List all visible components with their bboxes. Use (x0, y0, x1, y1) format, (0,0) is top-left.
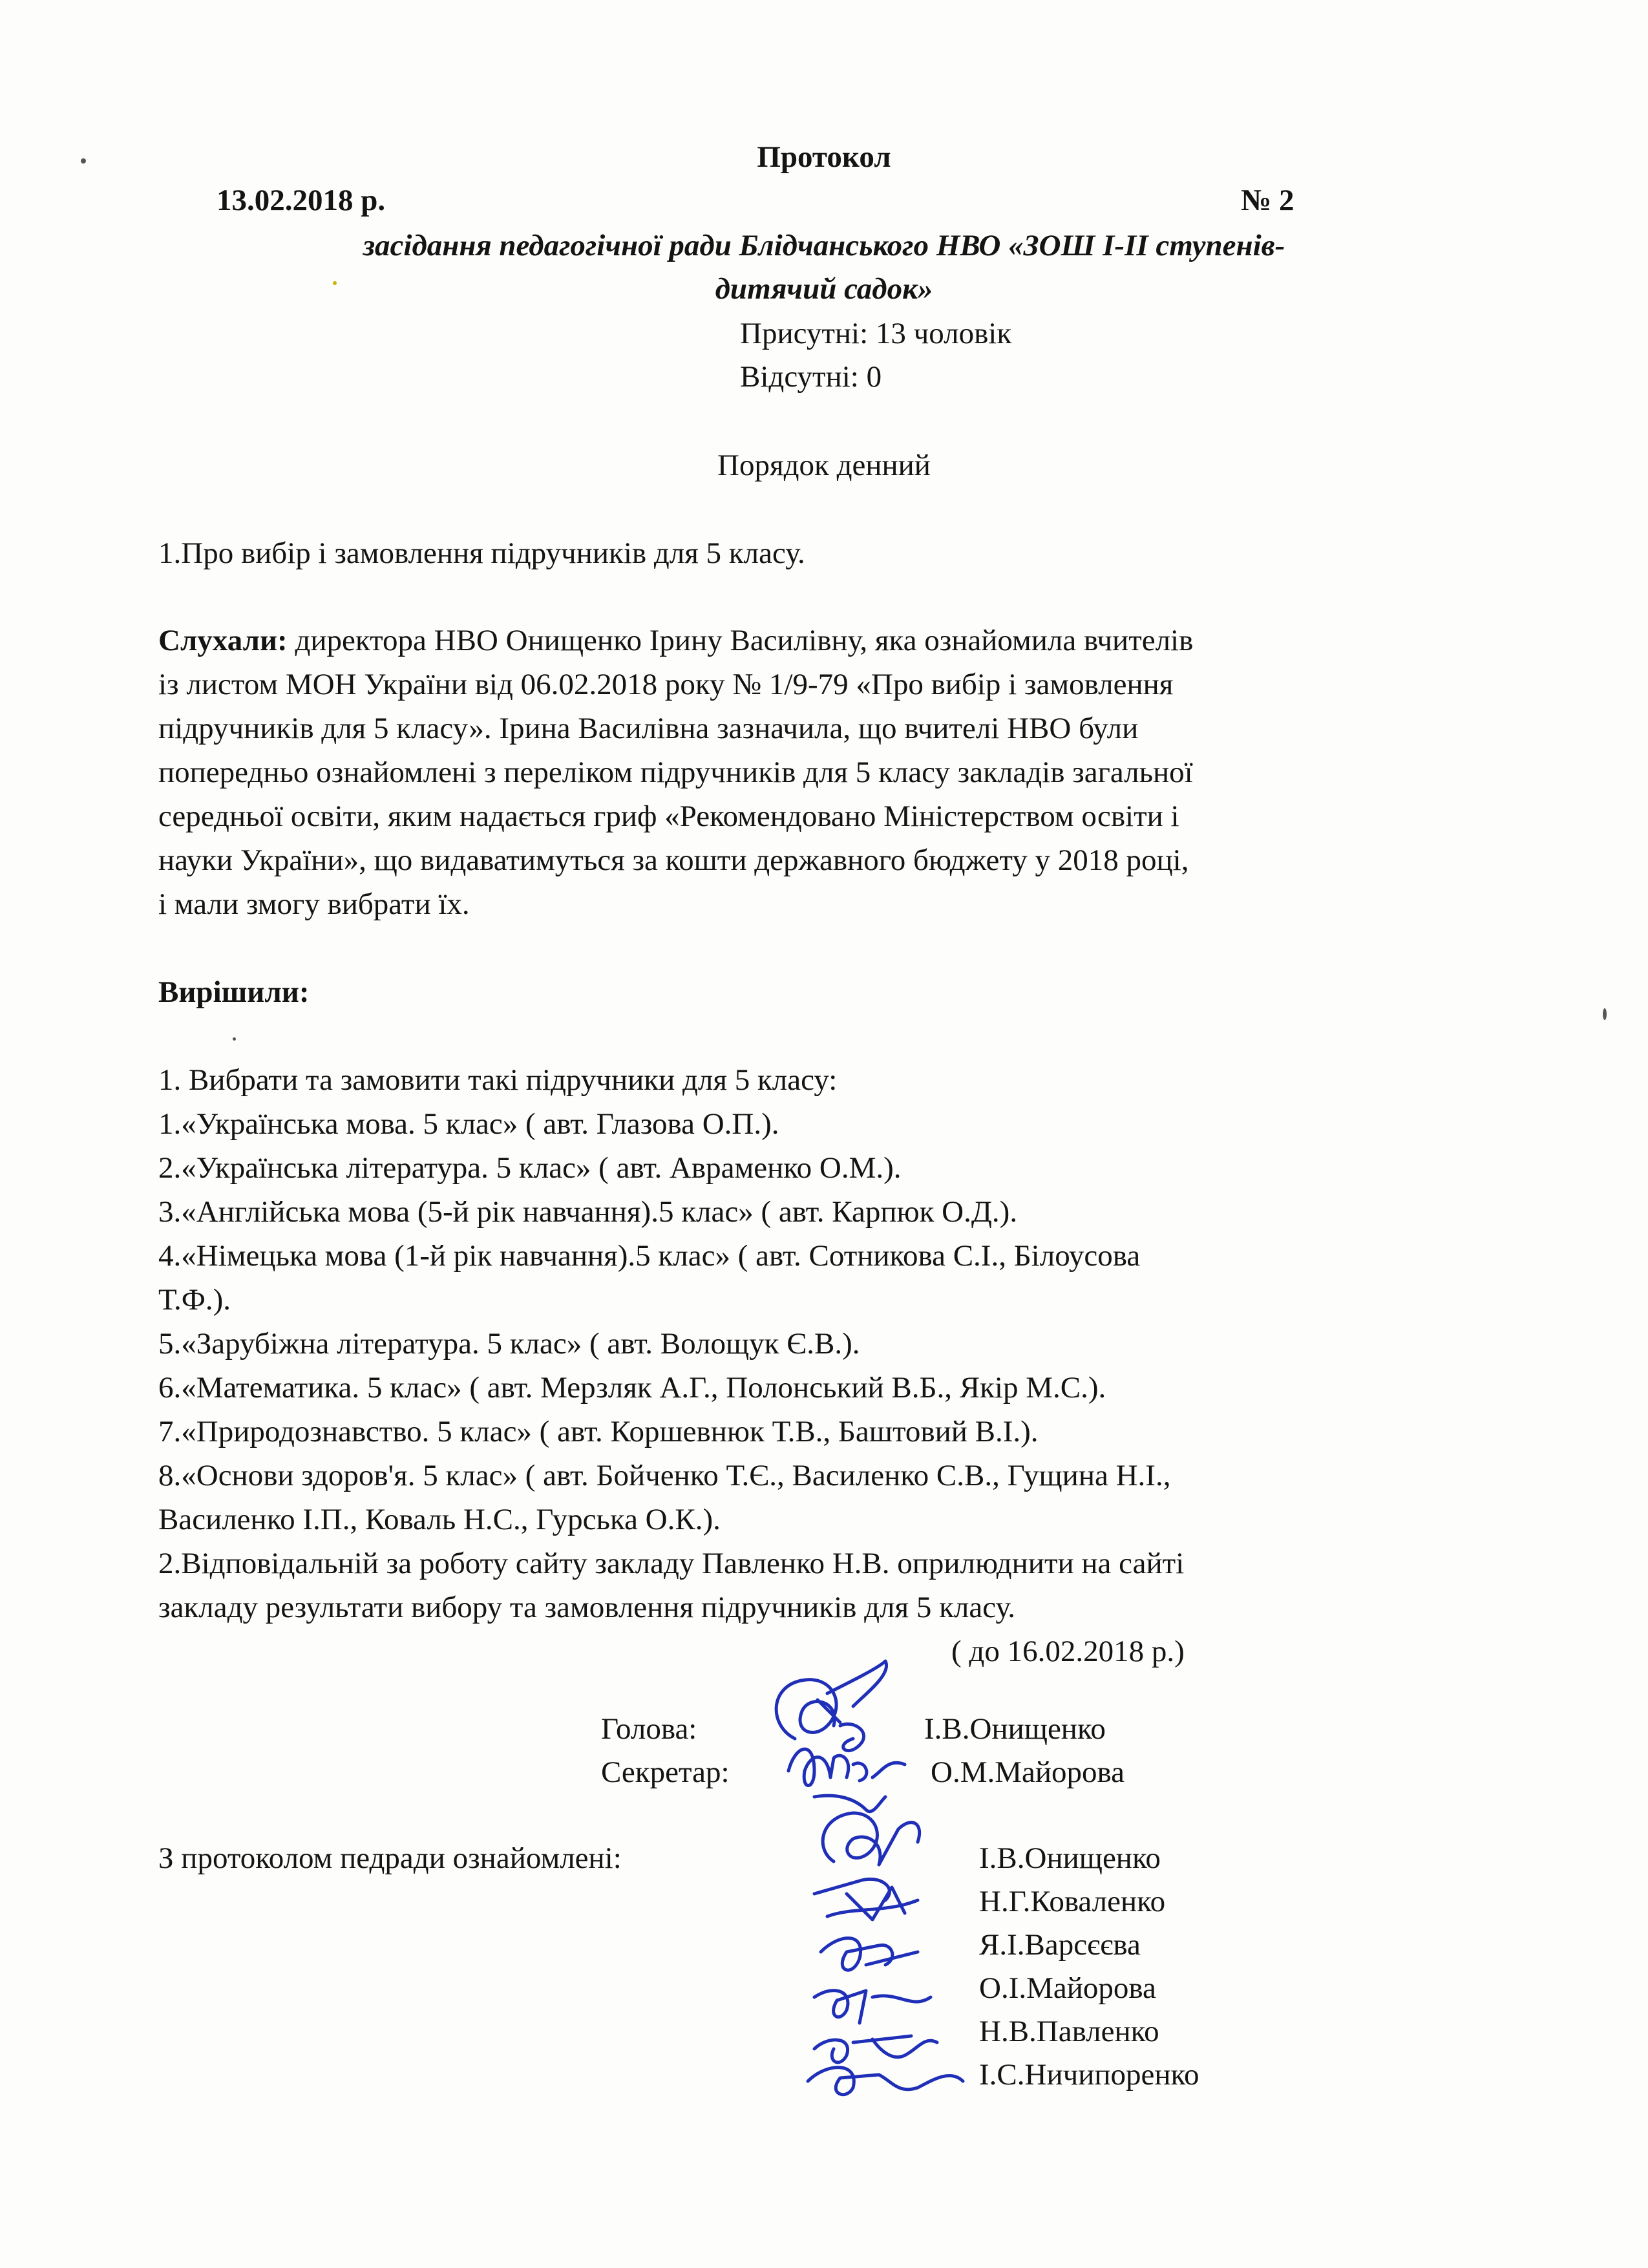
acquainted-signatures (788, 1803, 995, 2101)
attendance-present: Присутні: 13 чоловік (740, 317, 1012, 350)
heard-text: директора НВО Онищенко Ірину Василівну, яка ознайомила вчителів (287, 624, 1194, 657)
heard-line-5: середньої освіти, яким надається гриф «Рекомендовано Міністерством освіти і (158, 800, 1179, 833)
agenda-heading: Порядок денний (717, 449, 931, 482)
heard-line-3: підручників для 5 класу». Ірина Василівна зазначила, що вчителі НВО були (158, 712, 1139, 745)
protocol-date: 13.02.2018 р. (217, 184, 386, 217)
acquainted-name: Н.В.Павленко (979, 2015, 1159, 2048)
subtitle-line-1: засідання педагогічної ради Блідчанського НВО «ЗОШ І-ІІ ступенів- (363, 229, 1285, 262)
acquainted-name: О.І.Майорова (979, 1971, 1156, 2005)
decision-line: 1. Вибрати та замовити такі підручники для 5 класу: (158, 1063, 838, 1097)
secretary-name: О.М.Майорова (931, 1755, 1125, 1789)
acquainted-name: Я.І.Варсєєва (979, 1928, 1141, 1962)
heard-line-6: науки України», що видаватимуться за кошти державного бюджету у 2018 році, (158, 843, 1189, 877)
decision-line: 2.Відповідальній за роботу сайту закладу Павленко Н.В. оприлюднити на сайті (158, 1547, 1185, 1580)
scan-speck (333, 281, 337, 285)
heard-line-4: попередньо ознайомлені з переліком підручників для 5 класу закладів загальної (158, 756, 1193, 789)
secretary-label: Секретар: (601, 1755, 730, 1789)
heard-line-2: із листом МОН України від 06.02.2018 року № 1/9-79 «Про вибір і замовлення (158, 668, 1174, 701)
acquainted-name: Н.Г.Коваленко (979, 1885, 1166, 1918)
decision-line: Василенко І.П., Коваль Н.С., Гурська О.К.). (158, 1503, 721, 1536)
decision-line: 1.«Українська мова. 5 клас» ( авт. Глазова О.П.). (158, 1107, 779, 1141)
decision-line: 7.«Природознавство. 5 клас» ( авт. Коршевнюк Т.В., Баштовий В.І.). (158, 1415, 1039, 1448)
agenda-item-1: 1.Про вибір і замовлення підручників для 5 класу. (158, 536, 805, 570)
decision-line: Т.Ф.). (158, 1283, 231, 1317)
chair-name: І.В.Онищенко (924, 1712, 1106, 1746)
chair-label: Голова: (601, 1712, 697, 1746)
protocol-number: № 2 (1241, 184, 1294, 217)
heard-label: Слухали: (158, 624, 288, 657)
decision-line: 8.«Основи здоров'я. 5 клас» ( авт. Бойченко Т.Є., Василенко С.В., Гущина Н.І., (158, 1459, 1171, 1492)
scan-speck (81, 158, 86, 164)
decided-label: Вирішили: (158, 975, 310, 1009)
subtitle-line-2: дитячий садок» (715, 272, 933, 306)
decision-line: 2.«Українська література. 5 клас» ( авт. Авраменко О.М.). (158, 1151, 902, 1185)
decision-line: 3.«Англійська мова (5-й рік навчання).5 клас» ( авт. Карпюк О.Д.). (158, 1195, 1018, 1229)
acquainted-label: З протоколом педради ознайомлені: (158, 1841, 622, 1875)
attendance-absent: Відсутні: 0 (740, 360, 882, 394)
decision-line: 4.«Німецька мова (1-й рік навчання).5 клас» ( авт. Сотникова С.І., Білоусова (158, 1239, 1141, 1273)
decision-line: 6.«Математика. 5 клас» ( авт. Мерзляк А.Г., Полонський В.Б., Якір М.С.). (158, 1371, 1106, 1404)
scan-speck (1603, 1008, 1607, 1020)
heard-line-1 (158, 621, 1193, 660)
decision-line: 5.«Зарубіжна література. 5 клас» ( авт. Волощук Є.В.). (158, 1327, 860, 1361)
acquainted-name: І.В.Онищенко (979, 1841, 1161, 1875)
scan-speck (233, 1037, 236, 1041)
document-title: Протокол (757, 140, 891, 174)
decision-deadline: ( до 16.02.2018 р.) (951, 1635, 1185, 1668)
decision-line: закладу результати вибору та замовлення підручників для 5 класу. (158, 1591, 1016, 1624)
acquainted-name: І.С.Ничипоренко (979, 2058, 1199, 2092)
heard-line-7: і мали змогу вибрати їх. (158, 887, 470, 921)
